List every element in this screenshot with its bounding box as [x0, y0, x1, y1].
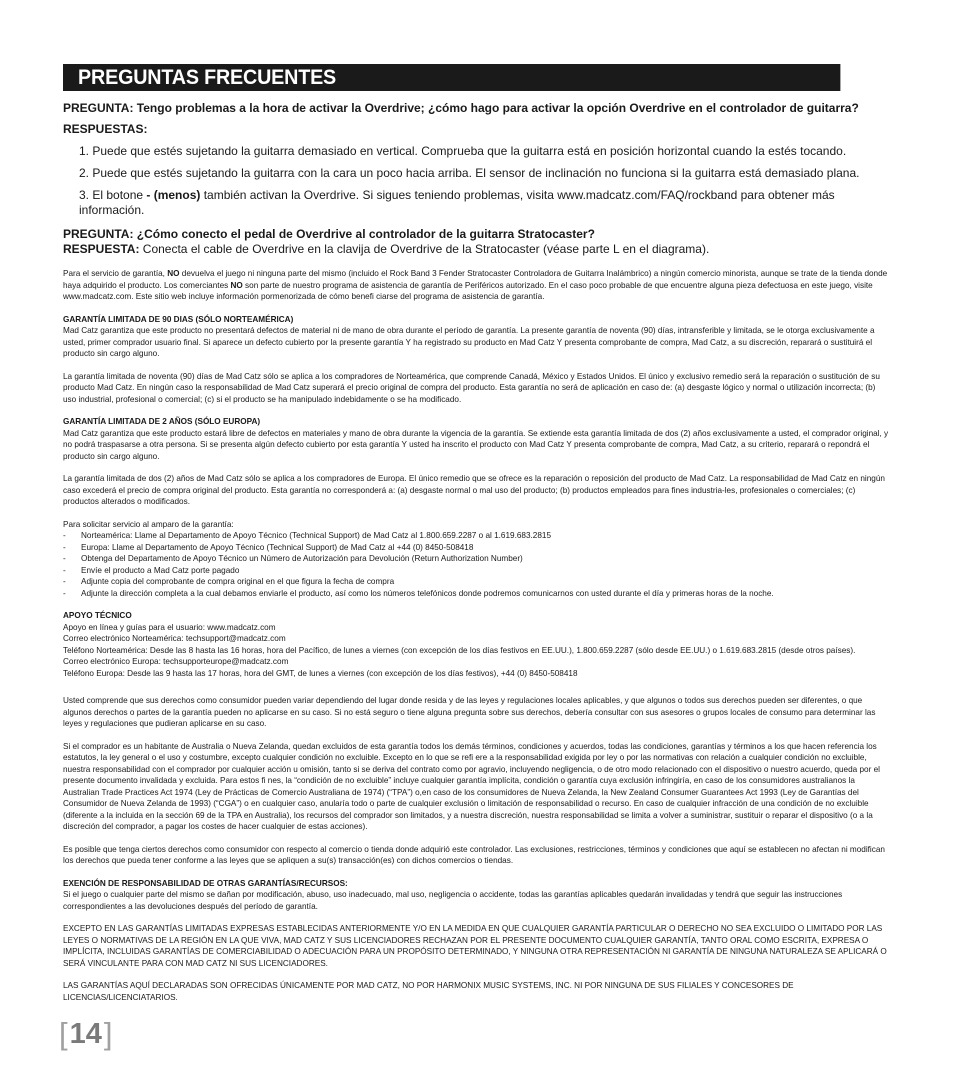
list-dash: - — [63, 542, 66, 552]
support-line: Apoyo en línea y guías para el usuario: www.madcatz.com — [63, 622, 276, 632]
list-dash: - — [63, 577, 66, 586]
faq1-question-text: Tengo problemas a la hora de activar la Overdrive; ¿cómo hago para activar la opción Overdrive en el controlador de guitarra? — [136, 101, 859, 115]
rights-paragraph-3: Es posible que tenga ciertos derechos como consumidor con respecto al comercio o tienda donde adquirió este controlador. Las exclusiones, restricciones, términos y condiciones que aquí se establecen no afectan ni modifican los derechos que pueda tener conforme a las leyes que se apliquen a su(s) transacción(es) con dichos comercios o tiendas. — [63, 844, 885, 865]
support-line: Correo electrónico Norteamérica: techsupport@madcatz.com — [63, 634, 286, 643]
service-paragraph — [63, 268, 890, 303]
faq1-answers-label: RESPUESTAS: — [63, 122, 148, 136]
faq2-question — [63, 227, 890, 242]
request-intro: Para solicitar servicio al amparo de la garantía: — [63, 519, 234, 529]
exemption-paragraph-2: EXCEPTO EN LAS GARANTÍAS LIMITADAS EXPRESAS ESTABLECIDAS ANTERIORMENTE Y/O EN LA MEDIDA EN QUE CUALQUIER GARANTÍA PARTICULAR O DERECHO NO SEA EXCLUIDO O LIMITADO POR LAS LEYES O NORMATIVAS DE LA REGIÓN EN LA QUE VIVA, MAD CATZ Y SUS LICENCIADORES RECHAZAN POR EL PRESENTE DOCUMENTO CUALQUIER GARANTÍA, TANTO ORAL COMO ESCRITA, EXPRESA O IMPLÍCITA, INCLUIDAS GARANTÍAS DE COMERCIABILIDAD O ADECUACIÓN PARA UN PROPÓSITO DETERMINADO, Y NINGUNA OTRA REPRESENTACIÓN NI GARANTÍA DE NINGUNA NATURALEZA SE APLICARÁ O SERÁ VINCULANTE PARA CON MAD CATZ NI SUS LICENCIADORES. — [63, 924, 887, 968]
rights-paragraph-2: Si el comprador es un habitante de Australia o Nueva Zelanda, quedan excluidos de esta garantía todos los demás términos, condiciones y acuerdos, todas las condiciones, garantías y términos a los que hacen referencia los estatutos, la ley general o el uso y costumbre, excepto cualquier condición no excluible. Excepto en lo que se refi ere a la responsabilidad exigida por ley o por las normativas con relación a cualquier condición no excluible, nuestra responsabilidad con el comprador por cualquier acción u omisión, tanto si se deriva del contrato como por agravio, incluyendo negligencia, o de otro modo relacionado con el dispositivo o nuestro acuerdo, queda por el presente documento invalidada y excluida. Para estos fi nes, la “condición de no excluible” incluye cualquier garantía implícita, condición o garantía cuya exclusión infringiría, en caso de los consumidores australianos la Australian Trade Practices Act 1974 (Ley de Prácticas de Comercio Australiana de 1974) (“TPA”) o,en caso de los consumidores de Nueva Zelanda, la New Zealand Consumer Guarantees Act 1993 (Ley de Garantías del Consumidor de Nueva Zelanda de 1993) (“CGA”) o en cualquier caso, anularía todo o parte de cualquier exclusión o limitación de responsabilidad o recurso. En caso de cualquier infracción de una condición de no excluible (diferente a la incluida en la sección 69 de la TPA en Australia), los recursos del comprador son limitados, y a nuestra discreción, nuestra responsabilidad se limita a volver a suministrar, sustituir o reparar el dispositivo (o a la discreción del comprador, a pagar los costes de hacer cualquier de estas acciones). — [63, 741, 880, 831]
support-line: Teléfono Europa: Desde las 9 hasta las 17 horas, hora del GMT, de lunes a viernes (con excepción de los días festivos), +44 (0) 8450-508418 — [63, 668, 578, 678]
faq1-answer-3-post: también activan la Overdrive. Si sigues teniendo problemas, visita www.madcatz.com/FAQ/rockband para obtener más información. — [79, 188, 835, 217]
list-item — [63, 576, 890, 588]
service-text-2: devuelva el juego ni ninguna parte del mismo (incluido el Rock Band 3 Fender Stratocaster Controladora de Guitarra Inalámbrico) a ningún comercio minorista, aunque se trate de la tienda donde haya adquirido el producto. Los comerciantes — [63, 269, 888, 290]
list-dash: - — [63, 531, 66, 540]
warranty2y-paragraph-1: Mad Catz garantiza que este producto estará libre de defectos en materiales y mano de obra durante la vigencia de la garantía. Se extiende esta garantía limitada de dos (2) años exclusivamente a usted, el comprador original, y no podrá traspasarse a otra persona. Si se presenta algún defecto cubierto por esta garantía Y usted ha inscrito el producto con Mad Catz Y presenta comprobante de compra, Mad Catz, a su criterio, reparará o repondrá el producto sin cargo alguno. — [63, 428, 889, 461]
page-number-bracket-right: ] — [103, 1016, 113, 1051]
list-item — [63, 530, 890, 542]
list-item-text: Europa: Llame al Departamento de Apoyo Técnico (Technical Support) de Mad Catz al +44 (0) 8450-508418 — [81, 542, 474, 552]
page-number-value: 14 — [69, 1018, 102, 1050]
faq1-answer-3 — [63, 188, 890, 218]
service-bold-no-2: NO — [230, 280, 243, 290]
page-number-bracket-left: [ — [59, 1016, 68, 1051]
faq2-answer-label: RESPUESTA: — [63, 242, 140, 256]
warranty90-paragraph-2: La garantía limitada de noventa (90) días de Mad Catz sólo se aplica a los compradores de Norteamérica, que comprende Canadá, México y Estados Unidos. El único y exclusivo remedio será la reparación o sustitución de su producto Mad Catz. En ningún caso la responsabilidad de Mad Catz superará el precio original de compra del producto. Esta garantía no será de aplicación en caso de: (a) desgaste lógico y normal o utilización incorrecta; (b) uso industrial, profesional o comercial; (c) si el producto se ha manipulado indebidamente o se ha modificado. — [63, 371, 880, 404]
list-item — [63, 542, 890, 554]
list-dash: - — [63, 588, 66, 598]
list-item-text: Adjunte copia del comprobante de compra original en el que figura la fecha de compra — [81, 577, 395, 586]
list-item — [63, 565, 890, 577]
page-number — [59, 1016, 113, 1051]
faq1-question-label: PREGUNTA: — [63, 101, 134, 115]
support-heading: APOYO TÉCNICO — [63, 611, 132, 620]
request-list — [63, 530, 890, 599]
exemption-heading: EXENCIÓN DE RESPONSABILIDAD DE OTRAS GARANTÍAS/RECURSOS: — [63, 878, 348, 888]
warranty90-paragraph-1: Mad Catz garantiza que este producto no presentará defectos de material ni de mano de obra durante el período de garantía. La presente garantía de noventa (90) días, intransferible y limitada, se le otorga exclusivamente a usted, primer comprador usuario final. Si aparece un defecto cubierto por la presente garantía Y ha registrado su producto en Mad Catz Y presenta comprobante de compra, Mad Catz, a su discreción, reparará o sustituirá el producto sin cargo alguno. — [63, 326, 875, 358]
list-item-text: Envíe el producto a Mad Catz porte pagado — [81, 565, 240, 575]
list-item — [63, 553, 890, 565]
warranty2y-paragraph-2: La garantía limitada de dos (2) años de Mad Catz sólo se aplica a los compradores de Europa. El único remedio que se ofrece es la reparación o reposición del producto de Mad Catz. La responsabilidad de Mad Catz en ningún caso excederá el precio de compra original del producto. Esta garantía no corresponderá a: (a) desgaste normal o mal uso del producto; (b) productos empleados para fines industria-les, profesionales o comerciales; (c) productos alterados o modificados. — [63, 474, 885, 506]
warranty90-heading: GARANTÍA LIMITADA DE 90 DIAS (SÓLO NORTEAMÉRICA) — [63, 314, 294, 324]
service-text-3: son parte de nuestro programa de asistencia de garantía de Periféricos autorizado. En el caso poco probable de que encuentre alguna pieza defectuosa en este juego, visite www.madcatz.com. Este sitio web incluye información pormenorizada de cómo benefi ciarse del programa de asistencia de garantía. — [63, 280, 873, 301]
section-banner — [63, 64, 840, 91]
banner-title: PREGUNTAS FRECUENTES — [78, 66, 337, 89]
faq1-answer-3-bold: - (menos) — [146, 188, 201, 202]
list-item — [63, 588, 890, 600]
rights-paragraph-1: Usted comprende que sus derechos como consumidor pueden variar dependiendo del lugar donde resida y de las leyes y regulaciones locales aplicables, y que algunos o todos sus derechos pueden ser diferentes, o que algunos derechos o partes de la garantía pueden no aplicarse en su caso. Si no está seguro o tiene alguna pregunta sobre sus derechos, debería consultar con sus asesores o grupos locales de consumo para determinar las leyes y regulaciones que pudieran aplicarse en su caso. — [63, 696, 876, 728]
list-dash: - — [63, 565, 66, 575]
exemption-paragraph-1: Si el juego o cualquier parte del mismo se dañan por modificación, abuso, uso inadecuado, mal uso, negligencia o accidente, todas las garantías aplicables quedarán invalidadas y tendrá que seguir las instrucciones correspondientes a las devoluciones después del período de garantía. — [63, 890, 843, 911]
faq2 — [63, 227, 890, 257]
service-bold-no-1: NO — [167, 269, 180, 278]
list-item-text: Obtenga del Departamento de Apoyo Técnico un Número de Autorización para Devolución (Return Authorization Number) — [81, 554, 523, 563]
page-content — [63, 64, 890, 1003]
faq2-question-label: PREGUNTA: — [63, 227, 134, 241]
faq2-answer — [63, 242, 890, 257]
warranty2y-heading: GARANTÍA LIMITADA DE 2 AÑOS (SÓLO EUROPA) — [63, 417, 261, 426]
support-line: Teléfono Norteamérica: Desde las 8 hasta las 16 horas, hora del Pacífico, de lunes a viernes (con excepción de los días festivos en EE.UU.), 1.800.659.2287 (sólo desde EE.UU.) o 1.619.683.2815 (desde otros países). — [63, 645, 856, 655]
service-text-1: Para el servicio de garantía, — [63, 269, 168, 278]
faq1-answer-2: 2. Puede que estés sujetando la guitarra con la cara un poco hacia arriba. El sensor de inclinación no funciona si la guitarra está demasiado plana. — [79, 166, 860, 180]
list-dash: - — [63, 554, 66, 563]
faq1-question — [63, 101, 890, 116]
support-line: Correo electrónico Europa: techsupporteurope@madcatz.com — [63, 657, 289, 666]
faq1-answer-3-pre: 3. El botone — [79, 188, 147, 202]
exemption-paragraph-3: LAS GARANTÍAS AQUÍ DECLARADAS SON OFRECIDAS ÚNICAMENTE POR MAD CATZ, NO POR HARMONIX MUSIC SYSTEMS, INC. NI POR NINGUNA DE SUS FILIALES Y CONCESORES DE LICENCIAS/LICENCIATARIOS. — [63, 981, 794, 1002]
faq2-answer-text: Conecta el cable de Overdrive en la clavija de Overdrive de la Stratocaster (véase parte L en el diagrama). — [139, 242, 710, 256]
list-item-text: Adjunte la dirección completa a la cual debamos enviarle el producto, así como los números telefónicos donde podremos comunicarnos con usted durante el día y primeras horas de la noche. — [81, 588, 774, 598]
faq1-answer-1: 1. Puede que estés sujetando la guitarra demasiado en vertical. Comprueba que la guitarra está en posición horizontal cuando la estés tocando. — [79, 144, 847, 158]
list-item-text: Norteamérica: Llame al Departamento de Apoyo Técnico (Technical Support) de Mad Catz al 1.800.659.2287 o al 1.619.683.2815 — [81, 531, 552, 540]
legal-text — [63, 268, 890, 1003]
faq2-question-text: ¿Cómo conecto el pedal de Overdrive al controlador de la guitarra Stratocaster? — [136, 227, 595, 241]
